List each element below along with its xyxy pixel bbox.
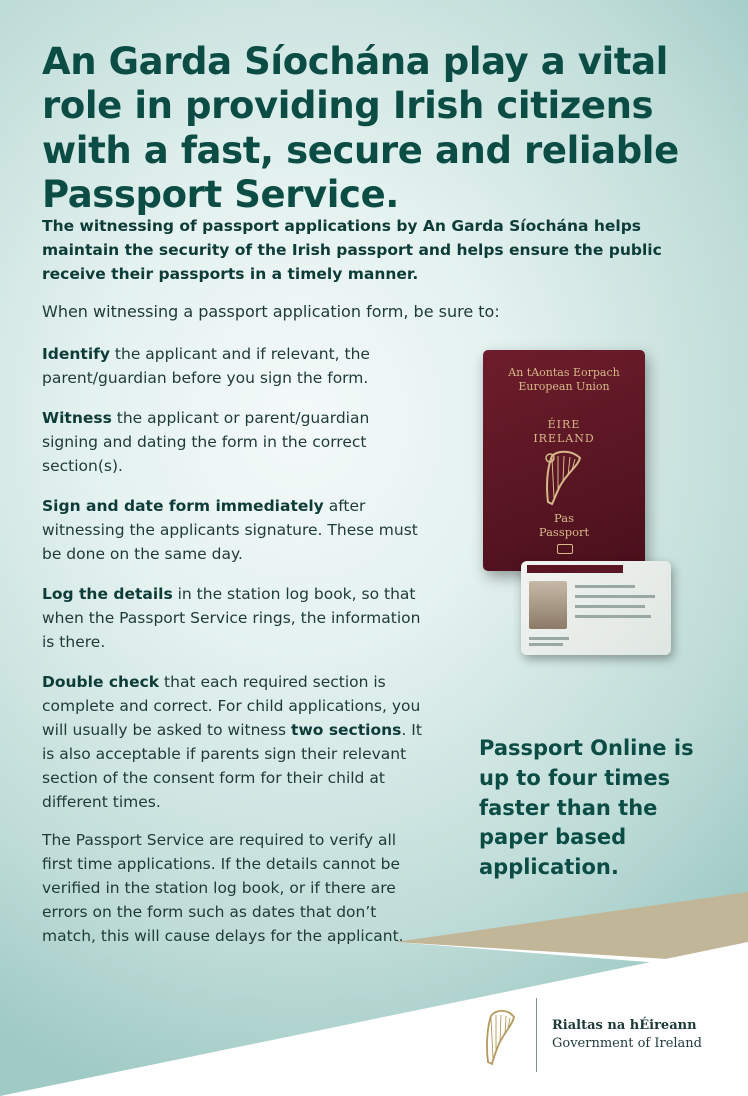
- tip-title: Witness: [42, 409, 112, 428]
- tip-text: the applicant and if relevant, the parent/guardian before you sign the form.: [42, 345, 370, 388]
- tip-title: Log the details: [42, 585, 173, 604]
- tip-title: Double check: [42, 673, 160, 692]
- tip-text: in the station log book, so that when the Passport Service rings, the information is there.: [42, 585, 421, 652]
- tip-text: after witnessing the applicants signature. These must be done on the same day.: [42, 497, 418, 564]
- logo-divider: [536, 998, 537, 1072]
- passport-country-ga: ÉIRE: [547, 418, 581, 431]
- passport-union-en: European Union: [518, 380, 610, 394]
- tip-emphasis: two sections: [291, 721, 402, 740]
- tip-text: the applicant or parent/guardian signing and dating the form in the correct section(s).: [42, 409, 370, 476]
- passport-union-ga: An tAontas Eorpach: [508, 366, 620, 379]
- tip-title: Sign and date form immediately: [42, 497, 324, 516]
- passport-type-en: Passport: [538, 524, 590, 539]
- passport-country-en: IRELAND: [533, 432, 595, 446]
- government-harp-icon: [480, 1004, 520, 1068]
- passport-online-callout: Passport Online is up to four times faster than the paper based application.: [479, 736, 694, 880]
- intro-paragraph: The witnessing of passport applications by An Garda Síochána helps maintain the security of the Irish passport and helps ensure the public receive their passports in a timely manner.: [42, 217, 662, 284]
- tip-title: Identify: [42, 345, 110, 363]
- government-name-ga: Rialtas na hÉireann: [552, 1018, 697, 1033]
- page-headline: An Garda Síochána play a vital role in providing Irish citizens with a fast, secure and reliable Passport Service.: [42, 40, 679, 217]
- lead-sentence: When witnessing a passport application form, be sure to:: [42, 302, 500, 321]
- closing-paragraph: The Passport Service are required to verify all first time applications. If the details cannot be verified in the station log book, or if there are errors on the form such as dates that don’t match, this will cause delays for the applicant.: [42, 831, 404, 946]
- government-name-en: Government of Ireland: [552, 1036, 703, 1052]
- tip-text: that each required section is complete and correct. For child applications, you will usually be asked to witness: [42, 673, 421, 740]
- passport-type-ga: Pas: [554, 511, 574, 525]
- government-logo-text: [552, 1017, 702, 1053]
- tip-text: . It is also acceptable if parents sign their relevant section of the consent form for their child at different times.: [42, 721, 422, 812]
